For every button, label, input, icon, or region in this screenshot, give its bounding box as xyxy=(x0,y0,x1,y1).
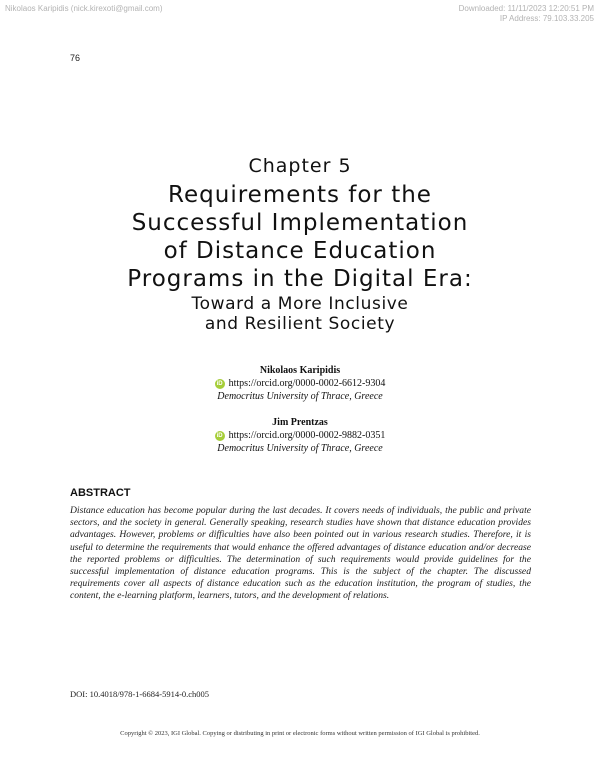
ip-address: IP Address: 79.103.33.205 xyxy=(499,14,594,23)
author-affiliation: Democritus University of Thrace, Greece xyxy=(217,443,383,454)
chapter-subtitle xyxy=(60,294,540,334)
chapter-title-line: Requirements for the xyxy=(168,182,432,208)
chapter-subtitle-line: Toward a More Inclusive xyxy=(191,294,409,314)
abstract-heading: ABSTRACT xyxy=(70,487,131,499)
orcid-icon: iD xyxy=(216,432,223,439)
chapter-title-line: of Distance Education xyxy=(163,238,437,264)
author-block xyxy=(0,416,600,455)
chapter-label: Chapter 5 xyxy=(248,155,352,177)
abstract-body: Distance education has become popular during the last decades. It covers needs of individuals, the public and private sectors, and the society in general. Generally speaking, research studies have shown that distance education provides advantages. However, problems or difficulties have also been pointed out in various research studies. Therefore, it is useful to determine the requirements that would enhance the offered advantages of distance education and/or decrease the reported problems or difficulties. The determination of such requirements would provide guidelines for the successful implementation of distance education programs. This is the subject of the chapter. The discussed requirements cover all aspects of distance education such as the education institution, the program of studies, the content, the e-learning platform, learners, tutors, and the development of relations. xyxy=(70,505,531,602)
doi-text: DOI: 10.4018/978-1-6684-5914-0.ch005 xyxy=(70,689,210,699)
author-block xyxy=(0,364,600,403)
author-name: Nikolaos Karipidis xyxy=(259,365,341,376)
author-affiliation: Democritus University of Thrace, Greece xyxy=(217,391,383,402)
orcid-link[interactable]: https://orcid.org/0000-0002-6612-9304 xyxy=(228,378,386,389)
download-user-watermark: Nikolaos Karipidis (nick.kirexoti@gmail.com) xyxy=(5,4,163,13)
author-name: Jim Prentzas xyxy=(272,417,328,428)
download-date: Downloaded: 11/11/2023 12:20:51 PM xyxy=(458,4,594,13)
copyright-notice: Copyright © 2023, IGI Global. Copying or distributing in print or electronic forms without written permission of IGI Global is prohibited. xyxy=(120,730,480,737)
chapter-title-line: Successful Implementation xyxy=(131,210,469,236)
orcid-link[interactable]: https://orcid.org/0000-0002-9882-0351 xyxy=(228,430,386,441)
orcid-icon: iD xyxy=(216,380,223,387)
page-number: 76 xyxy=(70,53,81,63)
orcid-line xyxy=(0,429,600,442)
download-info-watermark xyxy=(459,4,594,24)
chapter-title xyxy=(40,181,560,293)
chapter-subtitle-line: and Resilient Society xyxy=(204,314,396,334)
orcid-line xyxy=(0,377,600,390)
chapter-title-line: Programs in the Digital Era: xyxy=(127,266,473,292)
